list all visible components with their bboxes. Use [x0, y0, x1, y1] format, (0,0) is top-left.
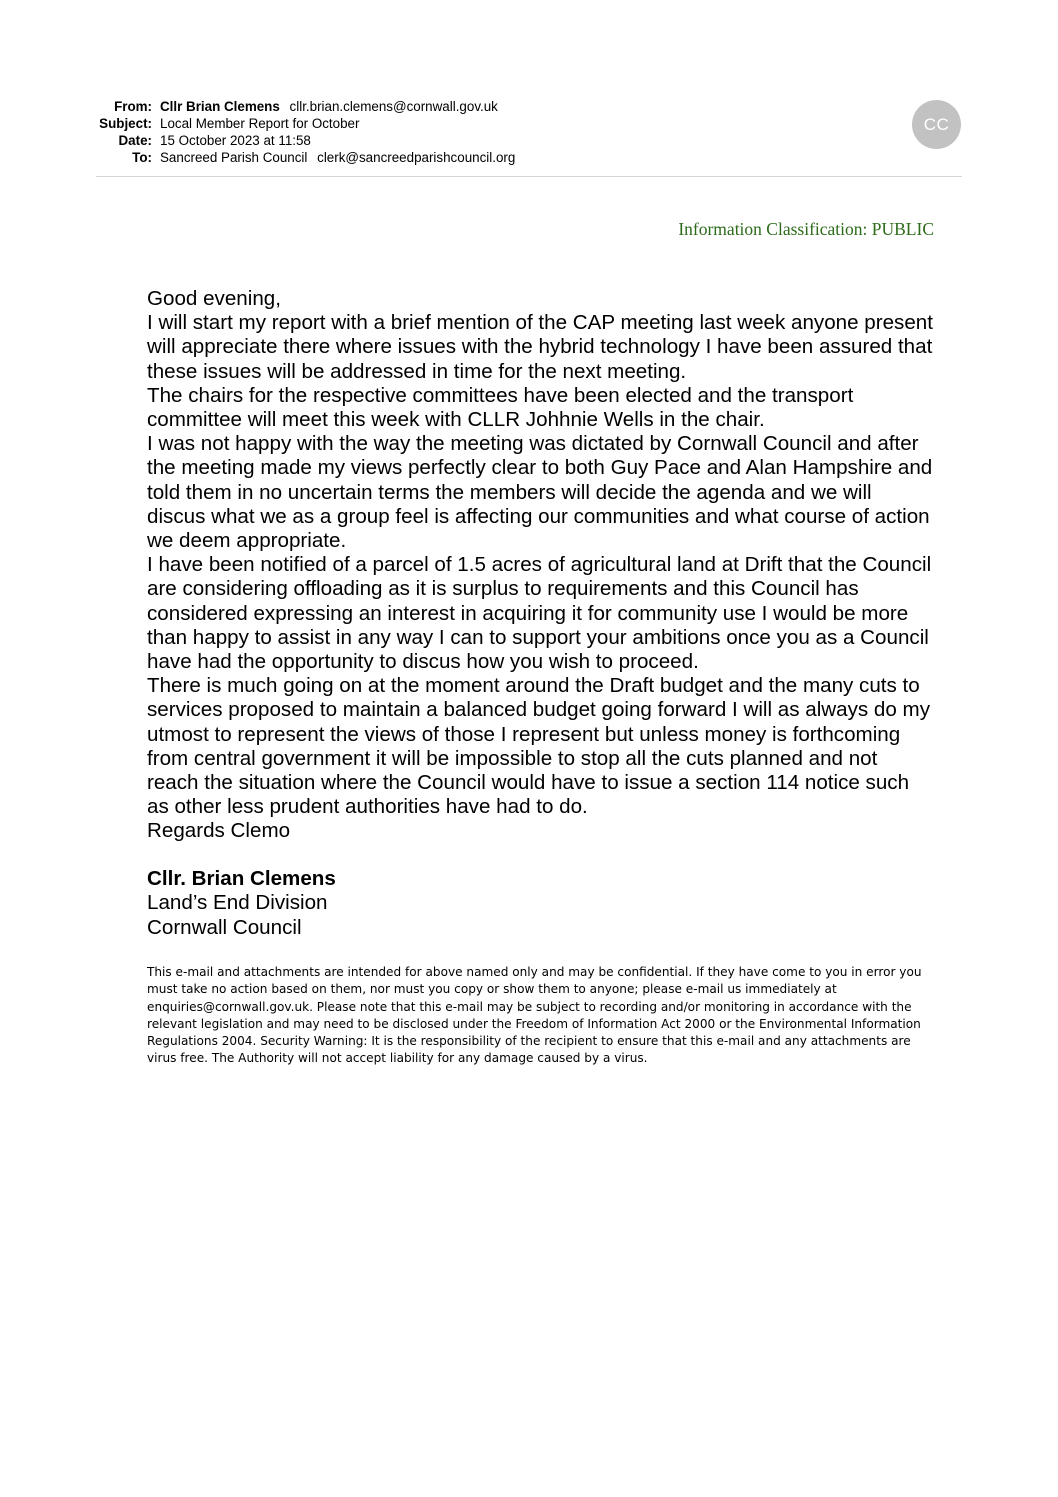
subject-value: Local Member Report for October [160, 116, 360, 131]
body-line: we deem appropriate. [147, 529, 347, 553]
signature-division: Land’s End Division [147, 891, 328, 915]
disclaimer-line: enquiries@cornwall.gov.uk. Please note that this e-mail may be subject to recording and/or monitoring in accordance with the [147, 999, 912, 1014]
body-line: the meeting made my views perfectly clear to both Guy Pace and Alan Hampshire and [147, 456, 933, 480]
sender-avatar: CC [912, 100, 961, 149]
body-line: from central government it will be impossible to stop all the cuts planned and not [147, 746, 878, 770]
to-row [96, 149, 962, 166]
disclaimer-line: virus free. The Authority will not accept liability for any damage caused by a virus. [147, 1051, 648, 1066]
information-classification: Information Classification: PUBLIC [678, 219, 934, 239]
body-line: I was not happy with the way the meeting was dictated by Cornwall Council and after [147, 432, 919, 456]
recipient-email[interactable]: clerk@sancreedparishcouncil.org [317, 150, 516, 165]
email-signature [147, 867, 336, 940]
body-line: committee will meet this week with CLLR Johhnie Wells in the chair. [147, 408, 765, 432]
sender-name: Cllr Brian Clemens [160, 99, 280, 114]
header-divider [96, 176, 962, 177]
legal-disclaimer [147, 964, 967, 1068]
body-line: There is much going on at the moment around the Draft budget and the many cuts to [147, 674, 920, 698]
body-line: I have been notified of a parcel of 1.5 acres of agricultural land at Drift that the Council [147, 553, 932, 577]
subject-label: Subject: [99, 116, 152, 131]
to-label: To: [132, 150, 152, 165]
body-line: The chairs for the respective committees have been elected and the transport [147, 383, 854, 407]
body-line: as other less prudent authorities have had to do. [147, 795, 588, 819]
body-line: utmost to represent the views of those I represent but unless money is forthcoming [147, 722, 901, 746]
email-body [147, 287, 967, 844]
body-line: I will start my report with a brief mention of the CAP meeting last week anyone present [147, 311, 933, 335]
body-line: services proposed to maintain a balanced budget going forward I will as always do my [147, 698, 930, 722]
body-line: than happy to assist in any way I can to support your ambitions once you as a Council [147, 625, 929, 649]
body-line: considered expressing an interest in acquiring it for community use I would be more [147, 601, 909, 625]
recipient-name: Sancreed Parish Council [160, 150, 308, 165]
body-line: will appreciate there where issues with the hybrid technology I have been assured that [147, 335, 933, 359]
body-line: have had the opportunity to discus how you wish to proceed. [147, 650, 699, 674]
date-row [96, 132, 962, 149]
to-value [160, 149, 515, 166]
from-label: From: [114, 99, 152, 114]
date-value: 15 October 2023 at 11:58 [160, 133, 311, 148]
signature-name: Cllr. Brian Clemens [147, 867, 336, 890]
from-row [96, 98, 962, 115]
body-line: reach the situation where the Council would have to issue a section 114 notice such [147, 771, 910, 795]
sender-email[interactable]: cllr.brian.clemens@cornwall.gov.uk [289, 99, 498, 114]
body-line: told them in no uncertain terms the members will decide the agenda and we will [147, 480, 872, 504]
disclaimer-line: relevant legislation and may need to be disclosed under the Freedom of Information Act 2000 or the Environmental Information [147, 1016, 921, 1031]
disclaimer-line: must take no action based on them, nor must you copy or show them to anyone; please e-mail us immediately at [147, 982, 837, 997]
disclaimer-line: Regulations 2004. Security Warning: It is the responsibility of the recipient to ensure that this e-mail and any attachments are [147, 1034, 911, 1049]
email-header [96, 98, 962, 166]
body-line: Good evening, [147, 287, 281, 310]
subject-row [96, 115, 962, 132]
body-line: are considering offloading as it is surplus to requirements and this Council has [147, 577, 859, 601]
disclaimer-line: This e-mail and attachments are intended for above named only and may be confidential. If they have come to you in error you [147, 965, 922, 979]
from-value [160, 98, 498, 115]
body-line: Regards Clemo [147, 819, 291, 843]
signature-council: Cornwall Council [147, 915, 302, 939]
body-line: discus what we as a group feel is affecting our communities and what course of action [147, 504, 930, 528]
body-line: these issues will be addressed in time for the next meeting. [147, 359, 687, 383]
date-label: Date: [118, 133, 152, 148]
